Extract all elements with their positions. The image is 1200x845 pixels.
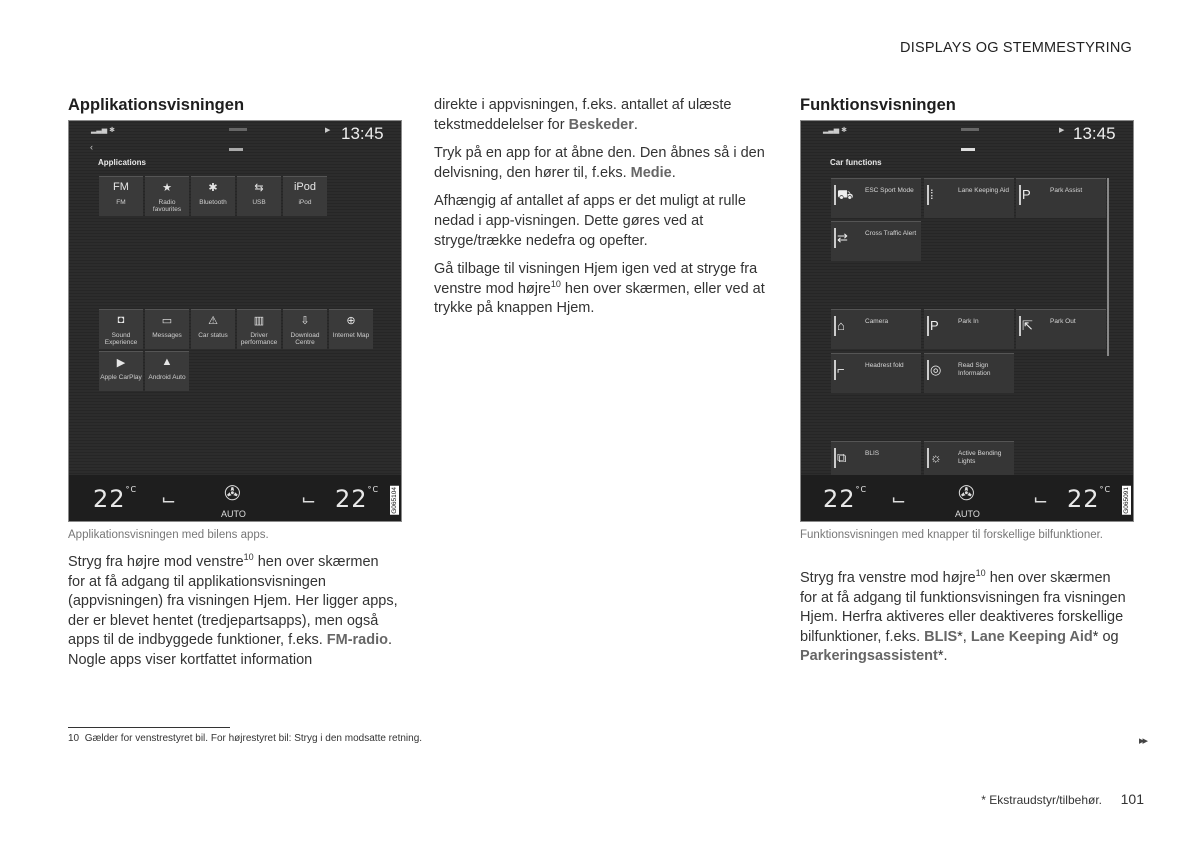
media-playing-icon: ▶ <box>325 127 331 134</box>
car-status-icon: ⚠ <box>208 315 218 327</box>
app-label: Internet Map <box>332 332 370 339</box>
esc-sport-mode-icon: ⛟ <box>837 187 854 202</box>
app-label: Download Centre <box>290 332 320 346</box>
back-chevron-icon[interactable]: ‹ <box>90 142 93 152</box>
app-tile-car-status[interactable] <box>191 309 235 349</box>
signal-icon: ▂▃▅ ✱ <box>91 127 115 134</box>
auto-label[interactable]: AUTO <box>955 509 980 519</box>
messages-icon: ▭ <box>161 315 173 327</box>
app-tile-sound-experience[interactable] <box>99 309 143 349</box>
function-tile-cross-traffic-alert[interactable] <box>831 221 921 261</box>
temp-right[interactable]: $22^{^\circ C}$ <box>1067 485 1112 513</box>
usb-icon: ⇆ <box>254 182 264 194</box>
function-tile-read-sign-information[interactable] <box>924 353 1014 393</box>
footnote-rule <box>68 727 230 728</box>
app-label: Android Auto <box>148 374 186 381</box>
function-tile-park-assist[interactable] <box>1016 178 1106 218</box>
app-tile-bluetooth[interactable] <box>191 176 235 216</box>
toggle-indicator <box>834 448 836 468</box>
app-label: iPod <box>298 199 312 206</box>
clock: 13:45 <box>1073 124 1116 143</box>
fm-icon: FM <box>113 181 129 193</box>
toggle-indicator <box>927 448 929 468</box>
function-tile-park-out[interactable] <box>1016 309 1106 349</box>
section-heading-functions: Funktionsvisningen <box>800 96 956 114</box>
ipod-icon: iPod <box>293 181 317 193</box>
climate-bar <box>69 475 401 521</box>
continue-arrows-icon: ▸▸ <box>1138 735 1146 747</box>
function-tile-esc-sport-mode[interactable] <box>831 178 921 218</box>
cross-traffic-alert-icon: ⇄ <box>837 230 848 245</box>
scrollbar[interactable] <box>1107 178 1109 356</box>
page-indicator <box>961 148 975 151</box>
left-body-text: Stryg fra højre mod venstre$^{10}$ hen over skærmen for at få adgang til applikationsvisningen (appvisningen) fra visningen Hjem. Her ligger apps, der er blevet hentet (tredjepartsapps), men også apps til de indbyggede funktioner, f.eks. FM-radio. Nogle apps viser kortfattet information <box>68 552 398 668</box>
app-tile-apple-carplay[interactable] <box>99 351 143 391</box>
app-label: Sound Experience <box>104 332 138 346</box>
temp-left[interactable]: $22^{^\circ C}$ <box>93 485 138 513</box>
read-sign-information-icon: ◎ <box>930 362 942 377</box>
app-label: Apple CarPlay <box>100 374 142 381</box>
driver-performance-icon: ▥ <box>253 315 265 327</box>
image-code: G065091 <box>1123 487 1130 514</box>
app-label: Messages <box>152 332 182 339</box>
app-tile-fm[interactable] <box>99 176 143 216</box>
function-label: Read Sign Information <box>958 362 991 377</box>
page-number: 101 <box>1120 791 1144 807</box>
android-auto-icon: ▲ <box>161 356 173 368</box>
footnote: 10 Gælder for venstrestyret bil. For højrestyret bil: Stryg i den modsatte retning. <box>68 733 423 744</box>
internet-map-icon: ⊕ <box>346 315 356 327</box>
fan-airflow-icon[interactable]: ✇ <box>958 483 975 505</box>
fan-airflow-icon[interactable]: ✇ <box>224 483 241 505</box>
blis-icon: ⧉ <box>837 450 847 465</box>
fm-radio-link: FM-radio <box>326 632 388 649</box>
app-tile-messages[interactable] <box>145 309 189 349</box>
function-label: Active Bending Lights <box>958 450 1002 465</box>
seat-heat-left-icon[interactable]: ⌙ <box>891 489 907 509</box>
app-view-screenshot <box>68 120 402 522</box>
toggle-indicator <box>927 360 929 380</box>
park-out-icon: ⇱ <box>1022 318 1033 333</box>
headrest-fold-icon: ⌐ <box>837 362 845 377</box>
screen-title: Applications <box>98 158 147 167</box>
app-tile-ipod[interactable] <box>283 176 327 216</box>
app-tile-download-centre[interactable] <box>283 309 327 349</box>
radio-favourites-icon: ★ <box>162 182 172 194</box>
seat-heat-right-icon[interactable]: ⌙ <box>301 489 317 509</box>
function-tile-headrest-fold[interactable] <box>831 353 921 393</box>
toggle-indicator <box>927 316 929 336</box>
clock: 13:45 <box>341 124 384 143</box>
app-label: FM <box>116 199 126 206</box>
app-label: Car status <box>198 332 228 339</box>
download-centre-icon: ⇩ <box>300 315 310 327</box>
toggle-indicator <box>834 185 836 205</box>
toggle-indicator <box>1019 185 1021 205</box>
sound-experience-icon: ◘ <box>117 314 125 326</box>
app-tile-usb[interactable] <box>237 176 281 216</box>
middle-body-text: direkte i appvisningen, f.eks. antallet af ulæste tekstmeddelelser for Beskeder. Tryk på en app for at åbne den. Den åbnes så i den delvisning, den hører til, f.eks. Medie. Afhængig af antallet af apps er det muligt at rulle nedad i app-visningen. Dette gøres ved at stryge/trække nedefra og opefter. Gå tilbage til visningen Hjem igen ved at stryge fra venstre mod højre$^{10}$ hen over skærmen, eller ved at trykke på knappen Hjem. <box>434 97 765 317</box>
screen-title: Car functions <box>830 158 882 167</box>
lane-keeping-aid-icon: ⁞ <box>930 187 934 202</box>
function-label: ESC Sport Mode <box>865 187 914 194</box>
toggle-indicator <box>834 228 836 248</box>
drag-handle[interactable] <box>229 128 247 131</box>
camera-icon: ⌂ <box>837 318 845 333</box>
right-body-text: Stryg fra venstre mod højre$^{10}$ hen over skærmen for at få adgang til funktionsvisningen fra visningen Hjem. Herfra aktiveres eller deaktiveres forskellige bilfunktioner, f.eks. BLIS*, Lane Keeping Aid* og Parkeringsassistent*. <box>800 568 1126 665</box>
function-label: Park Out <box>1050 318 1076 325</box>
function-tile-lane-keeping-aid[interactable] <box>924 178 1014 218</box>
app-label: Radio favourites <box>152 199 182 213</box>
page-indicator <box>229 148 243 151</box>
app-label: USB <box>252 199 266 206</box>
active-bending-lights-icon: ☼ <box>930 450 942 465</box>
function-view-screenshot <box>800 120 1134 522</box>
bluetooth-icon: ✱ <box>208 182 218 194</box>
accessory-note: * Ekstraudstyr/tilbehør. <box>981 793 1102 807</box>
running-header: DISPLAYS OG STEMMESTYRING <box>900 40 1132 56</box>
signal-icon: ▂▃▅ ✱ <box>823 127 847 134</box>
function-label: BLIS <box>865 450 880 457</box>
apple-carplay-icon: ▶ <box>116 357 126 369</box>
function-label: Park In <box>958 318 979 325</box>
toggle-indicator <box>834 316 836 336</box>
function-tile-park-in[interactable] <box>924 309 1014 349</box>
image-code: G065104 <box>391 487 398 514</box>
app-tile-radio-favourites[interactable] <box>145 176 189 216</box>
app-tile-android-auto[interactable] <box>145 351 189 391</box>
function-label: Park Assist <box>1050 187 1083 194</box>
caption-applications: Applikationsvisningen med bilens apps. <box>68 529 269 541</box>
app-tile-internet-map[interactable] <box>329 309 373 349</box>
section-heading-applications: Applikationsvisningen <box>68 96 245 114</box>
park-in-icon: P <box>930 318 939 333</box>
temp-right[interactable]: $22^{^\circ C}$ <box>335 485 380 513</box>
caption-functions: Funktionsvisningen med knapper til forskellige bilfunktioner. <box>800 529 1103 541</box>
function-label: Camera <box>865 318 889 325</box>
auto-label[interactable]: AUTO <box>221 509 246 519</box>
climate-bar <box>801 475 1133 521</box>
function-label: Cross Traffic Alert <box>865 230 917 237</box>
function-label: Lane Keeping Aid <box>958 187 1009 194</box>
temp-left[interactable]: $22^{^\circ C}$ <box>823 485 868 513</box>
media-playing-icon: ▶ <box>1059 127 1065 134</box>
seat-heat-right-icon[interactable]: ⌙ <box>1033 489 1049 509</box>
toggle-indicator <box>834 360 836 380</box>
park-assist-icon: P <box>1022 187 1031 202</box>
app-label: Driver performance <box>240 332 278 346</box>
app-tile-driver-performance[interactable] <box>237 309 281 349</box>
function-label: Headrest fold <box>865 362 904 369</box>
seat-heat-left-icon[interactable]: ⌙ <box>161 489 177 509</box>
toggle-indicator <box>1019 316 1021 336</box>
app-label: Bluetooth <box>199 199 227 206</box>
toggle-indicator <box>927 185 929 205</box>
drag-handle[interactable] <box>961 128 979 131</box>
function-tile-camera[interactable] <box>831 309 921 349</box>
